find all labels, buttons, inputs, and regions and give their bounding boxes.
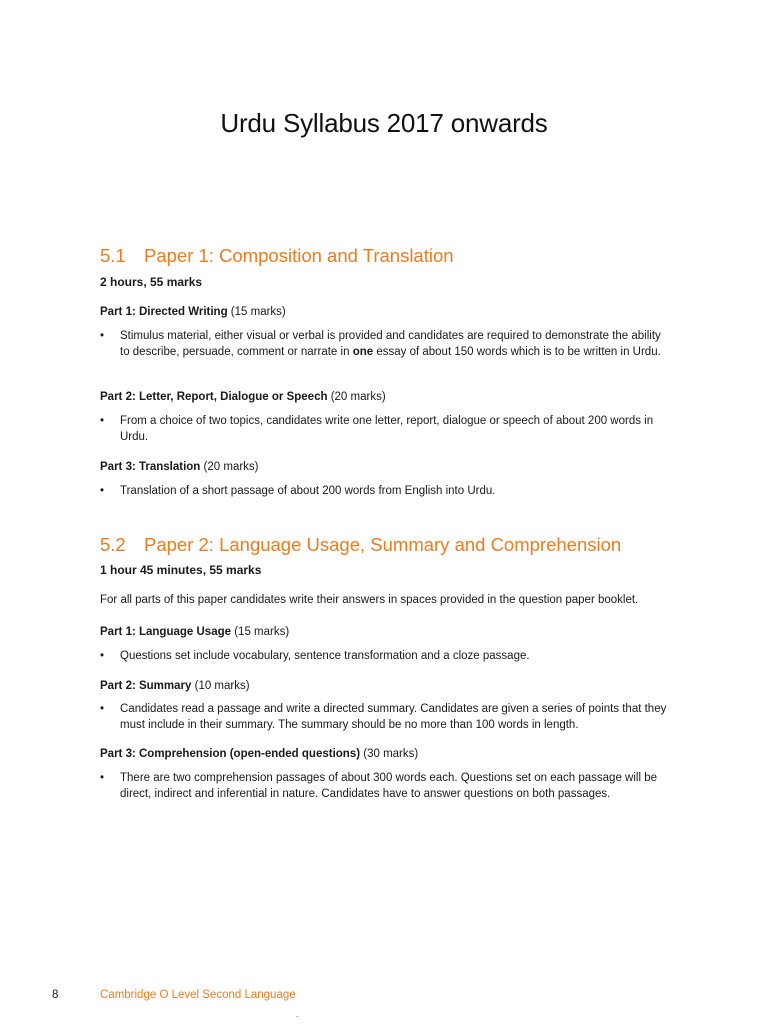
footer-title: Cambridge O Level Second Language <box>100 989 296 1001</box>
list-item-text: Questions set include vocabulary, sentence transformation and a cloze passage. <box>120 650 530 662</box>
part-name: Part 3: Translation <box>100 461 201 473</box>
bullet-icon: • <box>100 650 105 662</box>
section-heading-5-1 <box>100 245 454 267</box>
list-item-text: Translation of a short passage of about 200 words from English into Urdu. <box>120 485 496 497</box>
section-number: 5.1 <box>100 245 126 266</box>
bullet-icon: • <box>100 772 105 784</box>
part-marks: (15 marks) <box>234 626 290 638</box>
list-item-text: There are two comprehension passages of about 300 words each. Questions set on each passage will be direct, indirect and inferential in nature. Candidates have to answer questions on both passages. <box>120 772 657 800</box>
page-title: Urdu Syllabus 2017 onwards <box>220 108 548 138</box>
section-duration-marks: 2 hours, 55 marks <box>100 275 203 289</box>
list-item-text: Candidates read a passage and write a directed summary. Candidates are given a series of points that they must include in their summary. The summary should be no more than 100 words in length. <box>120 703 667 731</box>
bullet-icon: • <box>100 485 105 497</box>
part-heading <box>100 391 386 403</box>
part-name: Part 3: Comprehension (open-ended questions) <box>100 748 361 760</box>
section-number: 5.2 <box>100 534 126 555</box>
part-heading <box>100 748 418 760</box>
part-name: Part 1: Directed Writing <box>100 306 228 318</box>
part-marks: (15 marks) <box>230 306 286 318</box>
part-marks: (20 marks) <box>330 391 386 403</box>
part-name: Part 2: Summary <box>100 680 192 692</box>
part-heading <box>100 626 289 638</box>
section-title: Paper 2: Language Usage, Summary and Comprehension <box>144 534 622 555</box>
section-title: Paper 1: Composition and Translation <box>144 245 454 266</box>
list-item-text: From a choice of two topics, candidates write one letter, report, dialogue or speech of about 200 words in Urdu. <box>120 415 654 443</box>
bullet-icon: • <box>100 415 105 427</box>
part-marks: (10 marks) <box>194 680 250 692</box>
section-heading-5-2 <box>100 534 621 556</box>
part-heading <box>100 461 259 473</box>
section-duration-marks: 1 hour 45 minutes, 55 marks <box>100 563 262 577</box>
bullet-icon: • <box>100 330 105 342</box>
bullet-icon: • <box>100 703 105 715</box>
part-heading <box>100 306 286 318</box>
list-item-text: Stimulus material, either visual or verbal is provided and candidates are required to demonstrate the ability to describe, persuade, comment or narrate in one essay of about 150 words which is to be written in Urdu. <box>120 330 661 358</box>
part-marks: (20 marks) <box>203 461 259 473</box>
section-intro: For all parts of this paper candidates write their answers in spaces provided in the question paper booklet. <box>100 594 639 606</box>
footer-dot: . <box>296 1010 299 1019</box>
part-marks: (30 marks) <box>363 748 419 760</box>
part-name: Part 2: Letter, Report, Dialogue or Speech <box>100 391 328 403</box>
part-name: Part 1: Language Usage <box>100 626 232 638</box>
part-heading <box>100 680 250 692</box>
page-number: 8 <box>52 989 59 1001</box>
